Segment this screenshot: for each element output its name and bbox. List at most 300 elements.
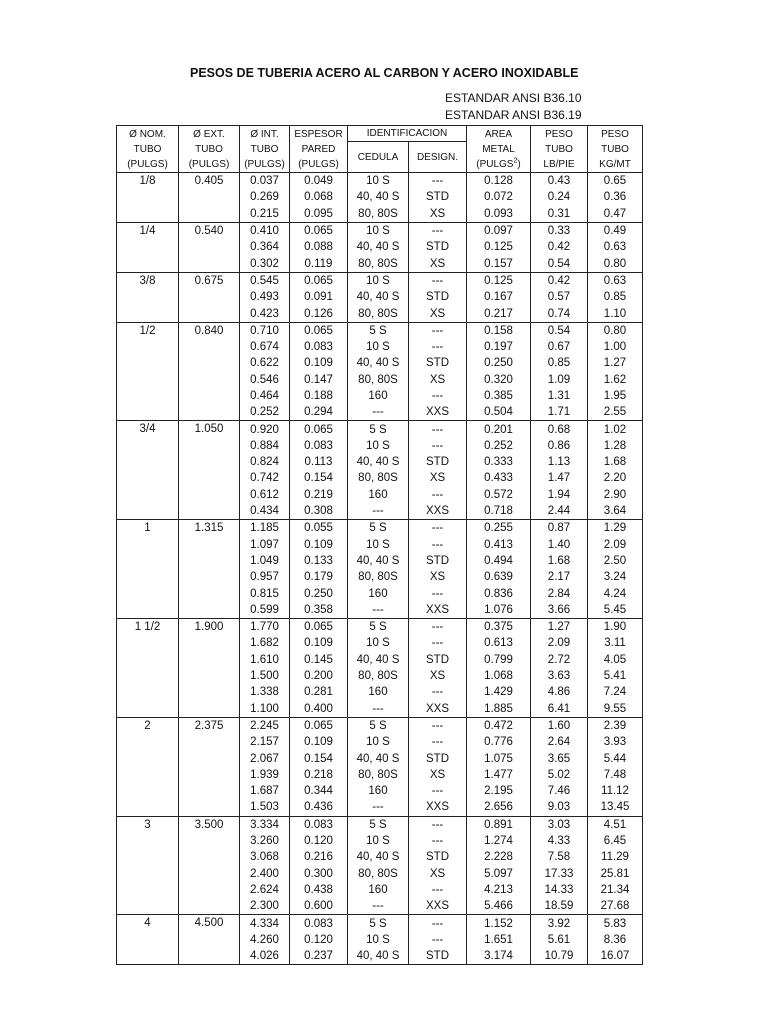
cell-metal-area: 5.097: [467, 865, 531, 881]
cell-metal-area: 2.656: [467, 799, 531, 816]
cell-nominal-diameter: 1/2: [117, 322, 179, 339]
cell-designation: XS: [409, 206, 467, 223]
cell-wall-thickness: 0.065: [290, 421, 348, 438]
standard-label-2: ESTANDAR ANSI B36.19: [445, 108, 582, 122]
cell-inner-diameter: 1.100: [240, 701, 290, 718]
cell-outer-diameter: [179, 767, 240, 783]
cell-outer-diameter: [179, 305, 240, 322]
table-row: [117, 602, 643, 619]
cell-metal-area: 0.128: [467, 173, 531, 190]
cell-nominal-diameter: [117, 684, 179, 700]
cell-weight-lb: 6.41: [531, 701, 588, 718]
size-group: [117, 421, 643, 520]
header-nominal-diameter: Ø NOM. TUBO (PULGS): [117, 126, 179, 173]
cell-wall-thickness: 0.109: [290, 355, 348, 371]
cell-weight-kg: 2.39: [588, 717, 643, 734]
cell-weight-lb: 7.46: [531, 783, 588, 799]
cell-schedule: 5 S: [348, 322, 409, 339]
cell-schedule: 80, 80S: [348, 470, 409, 486]
cell-weight-kg: 0.65: [588, 173, 643, 190]
table-row: [117, 421, 643, 438]
cell-nominal-diameter: [117, 305, 179, 322]
cell-wall-thickness: 0.126: [290, 305, 348, 322]
cell-inner-diameter: 1.503: [240, 799, 290, 816]
cell-wall-thickness: 0.065: [290, 322, 348, 339]
cell-metal-area: 0.504: [467, 404, 531, 421]
table-row: [117, 553, 643, 569]
cell-wall-thickness: 0.250: [290, 585, 348, 601]
table-row: [117, 833, 643, 849]
cell-nominal-diameter: 1/4: [117, 222, 179, 239]
cell-weight-lb: 1.40: [531, 537, 588, 553]
cell-weight-kg: 11.12: [588, 783, 643, 799]
table-row: [117, 915, 643, 932]
cell-nominal-diameter: [117, 585, 179, 601]
header-schedule: CEDULA: [348, 142, 409, 173]
cell-nominal-diameter: 3/4: [117, 421, 179, 438]
cell-inner-diameter: 3.068: [240, 849, 290, 865]
cell-designation: XXS: [409, 799, 467, 816]
cell-outer-diameter: [179, 239, 240, 255]
cell-wall-thickness: 0.109: [290, 734, 348, 750]
cell-schedule: 80, 80S: [348, 206, 409, 223]
cell-nominal-diameter: 3/8: [117, 272, 179, 289]
cell-metal-area: 1.075: [467, 750, 531, 766]
cell-metal-area: 0.167: [467, 289, 531, 305]
cell-wall-thickness: 0.065: [290, 619, 348, 636]
table-row: [117, 750, 643, 766]
table-row: [117, 289, 643, 305]
cell-outer-diameter: [179, 569, 240, 585]
cell-metal-area: 1.429: [467, 684, 531, 700]
header-inner-diameter: Ø INT. TUBO (PULGS): [240, 126, 290, 173]
table-row: [117, 816, 643, 833]
cell-wall-thickness: 0.308: [290, 503, 348, 520]
cell-metal-area: 0.572: [467, 487, 531, 503]
cell-weight-lb: 0.54: [531, 255, 588, 272]
cell-outer-diameter: [179, 289, 240, 305]
cell-inner-diameter: 0.824: [240, 454, 290, 470]
cell-weight-lb: 1.09: [531, 372, 588, 388]
cell-weight-lb: 0.33: [531, 222, 588, 239]
cell-designation: STD: [409, 849, 467, 865]
cell-inner-diameter: 0.599: [240, 602, 290, 619]
cell-outer-diameter: [179, 487, 240, 503]
cell-wall-thickness: 0.344: [290, 783, 348, 799]
cell-metal-area: 0.718: [467, 503, 531, 520]
cell-designation: STD: [409, 652, 467, 668]
cell-weight-lb: 0.57: [531, 289, 588, 305]
cell-weight-kg: 1.28: [588, 438, 643, 454]
cell-schedule: 160: [348, 585, 409, 601]
cell-designation: XS: [409, 767, 467, 783]
cell-inner-diameter: 1.687: [240, 783, 290, 799]
cell-wall-thickness: 0.068: [290, 189, 348, 205]
cell-weight-lb: 1.71: [531, 404, 588, 421]
table-row: [117, 898, 643, 915]
cell-outer-diameter: 1.050: [179, 421, 240, 438]
cell-wall-thickness: 0.438: [290, 882, 348, 898]
cell-wall-thickness: 0.188: [290, 388, 348, 404]
cell-outer-diameter: 0.675: [179, 272, 240, 289]
cell-weight-kg: 0.63: [588, 272, 643, 289]
cell-nominal-diameter: [117, 652, 179, 668]
cell-outer-diameter: 3.500: [179, 816, 240, 833]
cell-weight-kg: 0.47: [588, 206, 643, 223]
cell-metal-area: 0.217: [467, 305, 531, 322]
cell-nominal-diameter: [117, 355, 179, 371]
cell-metal-area: 3.174: [467, 948, 531, 965]
cell-weight-kg: 0.49: [588, 222, 643, 239]
cell-outer-diameter: [179, 882, 240, 898]
cell-weight-kg: 27.68: [588, 898, 643, 915]
cell-weight-lb: 0.87: [531, 520, 588, 537]
cell-weight-kg: 7.24: [588, 684, 643, 700]
cell-schedule: 80, 80S: [348, 668, 409, 684]
cell-metal-area: 0.333: [467, 454, 531, 470]
table-row: [117, 799, 643, 816]
cell-inner-diameter: 1.610: [240, 652, 290, 668]
cell-inner-diameter: 0.423: [240, 305, 290, 322]
cell-nominal-diameter: [117, 948, 179, 965]
cell-metal-area: 0.433: [467, 470, 531, 486]
header-wall-thickness: ESPESOR PARED (PULGS): [290, 126, 348, 173]
table-row: [117, 701, 643, 718]
cell-weight-kg: 2.90: [588, 487, 643, 503]
pipe-weights-table: [116, 125, 643, 965]
cell-schedule: ---: [348, 898, 409, 915]
cell-weight-kg: 5.83: [588, 915, 643, 932]
cell-weight-lb: 1.31: [531, 388, 588, 404]
cell-weight-kg: 11.29: [588, 849, 643, 865]
cell-wall-thickness: 0.200: [290, 668, 348, 684]
cell-metal-area: 0.157: [467, 255, 531, 272]
cell-designation: STD: [409, 750, 467, 766]
cell-wall-thickness: 0.358: [290, 602, 348, 619]
cell-outer-diameter: [179, 783, 240, 799]
cell-nominal-diameter: [117, 388, 179, 404]
table-row: [117, 305, 643, 322]
cell-wall-thickness: 0.436: [290, 799, 348, 816]
cell-metal-area: 0.158: [467, 322, 531, 339]
cell-wall-thickness: 0.281: [290, 684, 348, 700]
cell-schedule: 160: [348, 684, 409, 700]
cell-designation: ---: [409, 222, 467, 239]
header-designation: DESIGN.: [409, 142, 467, 173]
cell-nominal-diameter: [117, 372, 179, 388]
document-title: PESOS DE TUBERIA ACERO AL CARBON Y ACERO INOXIDABLE: [190, 66, 579, 80]
cell-weight-lb: 0.42: [531, 239, 588, 255]
cell-weight-lb: 2.17: [531, 569, 588, 585]
cell-designation: ---: [409, 173, 467, 190]
cell-weight-lb: 1.68: [531, 553, 588, 569]
cell-weight-kg: 6.45: [588, 833, 643, 849]
cell-weight-lb: 1.60: [531, 717, 588, 734]
cell-inner-diameter: 2.300: [240, 898, 290, 915]
cell-designation: XXS: [409, 503, 467, 520]
cell-weight-lb: 0.24: [531, 189, 588, 205]
cell-metal-area: 0.639: [467, 569, 531, 585]
cell-weight-kg: 1.00: [588, 339, 643, 355]
cell-wall-thickness: 0.145: [290, 652, 348, 668]
cell-schedule: ---: [348, 404, 409, 421]
cell-designation: STD: [409, 355, 467, 371]
cell-metal-area: 1.885: [467, 701, 531, 718]
cell-designation: ---: [409, 537, 467, 553]
cell-designation: STD: [409, 239, 467, 255]
cell-inner-diameter: 2.624: [240, 882, 290, 898]
table-row: [117, 239, 643, 255]
table-row: [117, 569, 643, 585]
cell-outer-diameter: [179, 206, 240, 223]
cell-metal-area: 0.320: [467, 372, 531, 388]
table-row: [117, 865, 643, 881]
cell-inner-diameter: 4.260: [240, 932, 290, 948]
cell-metal-area: 0.252: [467, 438, 531, 454]
cell-weight-lb: 2.84: [531, 585, 588, 601]
table-row: [117, 255, 643, 272]
cell-wall-thickness: 0.083: [290, 339, 348, 355]
cell-nominal-diameter: 1/8: [117, 173, 179, 190]
cell-weight-lb: 0.68: [531, 421, 588, 438]
cell-weight-lb: 0.67: [531, 339, 588, 355]
cell-nominal-diameter: [117, 438, 179, 454]
cell-nominal-diameter: [117, 404, 179, 421]
cell-inner-diameter: 1.939: [240, 767, 290, 783]
cell-outer-diameter: [179, 684, 240, 700]
header-weight-kg: PESO TUBO KG/MT: [588, 126, 643, 173]
cell-weight-lb: 0.74: [531, 305, 588, 322]
cell-wall-thickness: 0.120: [290, 833, 348, 849]
cell-schedule: 40, 40 S: [348, 454, 409, 470]
cell-outer-diameter: 0.540: [179, 222, 240, 239]
cell-weight-kg: 25.81: [588, 865, 643, 881]
cell-metal-area: 0.125: [467, 239, 531, 255]
cell-weight-kg: 0.80: [588, 255, 643, 272]
cell-weight-lb: 7.58: [531, 849, 588, 865]
cell-nominal-diameter: [117, 206, 179, 223]
cell-designation: ---: [409, 272, 467, 289]
cell-metal-area: 1.076: [467, 602, 531, 619]
cell-outer-diameter: [179, 750, 240, 766]
cell-weight-kg: 2.09: [588, 537, 643, 553]
cell-inner-diameter: 3.334: [240, 816, 290, 833]
cell-schedule: 40, 40 S: [348, 553, 409, 569]
cell-designation: XXS: [409, 404, 467, 421]
cell-weight-kg: 3.93: [588, 734, 643, 750]
table-row: [117, 882, 643, 898]
cell-weight-kg: 4.24: [588, 585, 643, 601]
cell-wall-thickness: 0.088: [290, 239, 348, 255]
cell-schedule: 5 S: [348, 619, 409, 636]
cell-inner-diameter: 1.770: [240, 619, 290, 636]
cell-weight-kg: 1.68: [588, 454, 643, 470]
cell-schedule: 160: [348, 882, 409, 898]
cell-schedule: 40, 40 S: [348, 750, 409, 766]
cell-wall-thickness: 0.218: [290, 767, 348, 783]
cell-schedule: 80, 80S: [348, 372, 409, 388]
cell-inner-diameter: 0.622: [240, 355, 290, 371]
cell-nominal-diameter: [117, 734, 179, 750]
cell-inner-diameter: 2.157: [240, 734, 290, 750]
cell-weight-kg: 5.41: [588, 668, 643, 684]
table-row: [117, 372, 643, 388]
cell-inner-diameter: 0.302: [240, 255, 290, 272]
cell-metal-area: 0.613: [467, 635, 531, 651]
cell-weight-lb: 1.13: [531, 454, 588, 470]
cell-designation: ---: [409, 520, 467, 537]
cell-weight-kg: 1.27: [588, 355, 643, 371]
table-row: [117, 717, 643, 734]
cell-outer-diameter: [179, 799, 240, 816]
cell-weight-kg: 21.34: [588, 882, 643, 898]
cell-designation: STD: [409, 553, 467, 569]
cell-schedule: 160: [348, 388, 409, 404]
cell-wall-thickness: 0.065: [290, 717, 348, 734]
cell-outer-diameter: 1.315: [179, 520, 240, 537]
cell-weight-kg: 1.90: [588, 619, 643, 636]
cell-weight-lb: 5.61: [531, 932, 588, 948]
cell-weight-lb: 10.79: [531, 948, 588, 965]
cell-weight-lb: 0.31: [531, 206, 588, 223]
cell-schedule: 40, 40 S: [348, 239, 409, 255]
cell-nominal-diameter: 3: [117, 816, 179, 833]
cell-nominal-diameter: [117, 537, 179, 553]
cell-inner-diameter: 0.957: [240, 569, 290, 585]
cell-inner-diameter: 0.434: [240, 503, 290, 520]
header-weight-lb: PESO TUBO LB/PIE: [531, 126, 588, 173]
cell-inner-diameter: 1.097: [240, 537, 290, 553]
cell-metal-area: 0.799: [467, 652, 531, 668]
cell-outer-diameter: [179, 372, 240, 388]
cell-schedule: 10 S: [348, 734, 409, 750]
cell-schedule: 10 S: [348, 438, 409, 454]
cell-schedule: ---: [348, 701, 409, 718]
header-metal-area: AREA METAL (PULGS$^2$): [467, 126, 531, 173]
cell-outer-diameter: [179, 948, 240, 965]
cell-weight-kg: 13.45: [588, 799, 643, 816]
cell-inner-diameter: 0.269: [240, 189, 290, 205]
cell-metal-area: 0.472: [467, 717, 531, 734]
cell-weight-kg: 3.24: [588, 569, 643, 585]
cell-schedule: 10 S: [348, 339, 409, 355]
cell-inner-diameter: 2.400: [240, 865, 290, 881]
cell-weight-kg: 4.51: [588, 816, 643, 833]
cell-nominal-diameter: [117, 932, 179, 948]
cell-nominal-diameter: [117, 668, 179, 684]
table-row: [117, 322, 643, 339]
cell-wall-thickness: 0.300: [290, 865, 348, 881]
cell-inner-diameter: 0.545: [240, 272, 290, 289]
cell-weight-lb: 4.86: [531, 684, 588, 700]
cell-nominal-diameter: [117, 701, 179, 718]
cell-designation: ---: [409, 339, 467, 355]
size-group: [117, 717, 643, 816]
cell-weight-lb: 0.43: [531, 173, 588, 190]
cell-weight-lb: 0.85: [531, 355, 588, 371]
cell-designation: STD: [409, 189, 467, 205]
cell-outer-diameter: [179, 470, 240, 486]
cell-designation: ---: [409, 619, 467, 636]
cell-weight-kg: 0.63: [588, 239, 643, 255]
cell-weight-lb: 1.94: [531, 487, 588, 503]
cell-weight-lb: 3.66: [531, 602, 588, 619]
cell-weight-kg: 9.55: [588, 701, 643, 718]
cell-weight-kg: 5.45: [588, 602, 643, 619]
cell-wall-thickness: 0.083: [290, 816, 348, 833]
cell-wall-thickness: 0.237: [290, 948, 348, 965]
cell-weight-kg: 2.55: [588, 404, 643, 421]
cell-designation: ---: [409, 585, 467, 601]
size-group: [117, 619, 643, 718]
cell-outer-diameter: [179, 833, 240, 849]
cell-outer-diameter: [179, 454, 240, 470]
table-row: [117, 635, 643, 651]
cell-nominal-diameter: [117, 750, 179, 766]
cell-outer-diameter: [179, 189, 240, 205]
cell-wall-thickness: 0.049: [290, 173, 348, 190]
cell-inner-diameter: 0.410: [240, 222, 290, 239]
cell-designation: XS: [409, 668, 467, 684]
cell-outer-diameter: 0.405: [179, 173, 240, 190]
cell-metal-area: 0.413: [467, 537, 531, 553]
cell-schedule: 5 S: [348, 520, 409, 537]
cell-weight-kg: 1.62: [588, 372, 643, 388]
cell-weight-lb: 3.92: [531, 915, 588, 932]
table-row: [117, 783, 643, 799]
cell-weight-lb: 2.72: [531, 652, 588, 668]
cell-designation: XS: [409, 470, 467, 486]
cell-weight-lb: 2.44: [531, 503, 588, 520]
cell-nominal-diameter: 2: [117, 717, 179, 734]
cell-nominal-diameter: [117, 189, 179, 205]
size-group: [117, 322, 643, 421]
cell-nominal-diameter: 1: [117, 520, 179, 537]
cell-weight-kg: 0.85: [588, 289, 643, 305]
cell-designation: STD: [409, 454, 467, 470]
cell-weight-lb: 4.33: [531, 833, 588, 849]
cell-weight-lb: 9.03: [531, 799, 588, 816]
cell-weight-kg: 2.50: [588, 553, 643, 569]
cell-nominal-diameter: [117, 289, 179, 305]
cell-schedule: 80, 80S: [348, 569, 409, 585]
cell-inner-diameter: 2.245: [240, 717, 290, 734]
cell-designation: ---: [409, 684, 467, 700]
cell-metal-area: 0.494: [467, 553, 531, 569]
cell-weight-lb: 3.03: [531, 816, 588, 833]
size-group: [117, 816, 643, 915]
cell-weight-kg: 5.44: [588, 750, 643, 766]
table-row: [117, 173, 643, 190]
cell-nominal-diameter: [117, 882, 179, 898]
cell-nominal-diameter: [117, 569, 179, 585]
size-group: [117, 915, 643, 965]
size-group: [117, 173, 643, 223]
table-row: [117, 404, 643, 421]
cell-weight-lb: 0.86: [531, 438, 588, 454]
cell-inner-diameter: 0.815: [240, 585, 290, 601]
cell-schedule: 10 S: [348, 833, 409, 849]
cell-schedule: 80, 80S: [348, 767, 409, 783]
cell-inner-diameter: 1.185: [240, 520, 290, 537]
cell-metal-area: 0.375: [467, 619, 531, 636]
cell-outer-diameter: [179, 734, 240, 750]
cell-designation: ---: [409, 388, 467, 404]
cell-weight-lb: 2.64: [531, 734, 588, 750]
cell-nominal-diameter: [117, 865, 179, 881]
cell-inner-diameter: 0.710: [240, 322, 290, 339]
table-row: [117, 503, 643, 520]
